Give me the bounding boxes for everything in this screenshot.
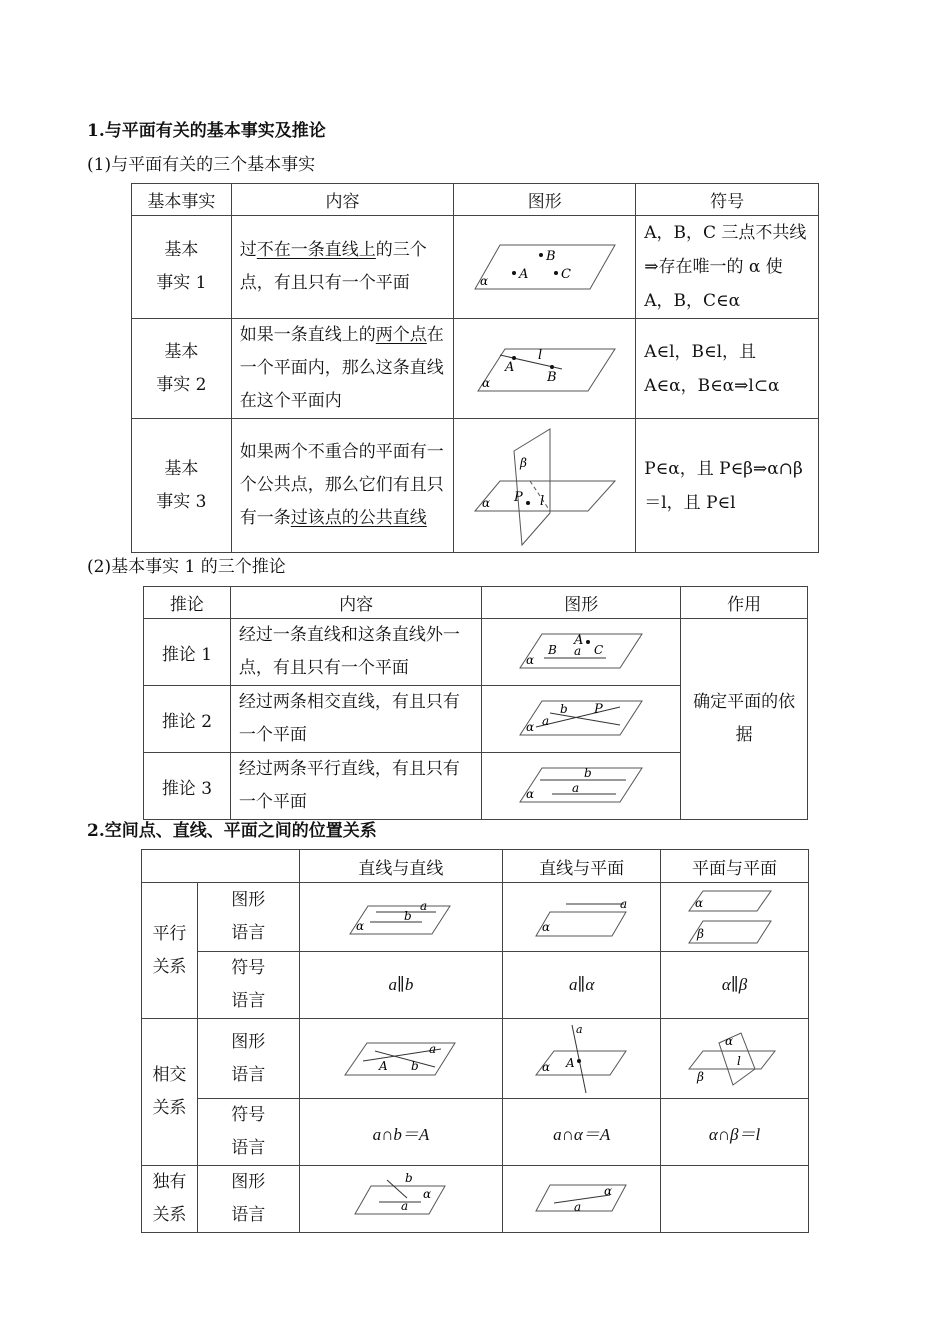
svg-text:C: C	[560, 267, 571, 282]
subsection-1-title: (1)与平面有关的三个基本事实	[87, 155, 316, 175]
svg-text:α: α	[526, 787, 535, 801]
svg-text:a: a	[572, 781, 580, 795]
fact-figure	[454, 319, 636, 419]
symbol-cell: α∩β＝l	[661, 1099, 809, 1166]
figure-cell	[503, 1166, 661, 1233]
svg-text:α: α	[694, 896, 703, 910]
position-relations-table	[141, 849, 809, 1233]
svg-text:a: a	[542, 714, 550, 728]
fact-symbol: P∈α，且 P∈β⇒α∩β＝l，且 P∈l	[636, 419, 819, 553]
svg-text:α: α	[724, 1033, 733, 1048]
svg-text:C: C	[594, 643, 604, 657]
svg-text:l: l	[539, 493, 544, 509]
svg-text:α: α	[526, 653, 535, 667]
row-label: 图形 语言	[197, 883, 299, 952]
svg-text:α: α	[526, 720, 535, 734]
table-row	[142, 1019, 809, 1099]
plane-three-points-figure	[470, 237, 620, 297]
symbol-cell: a∩b＝A	[299, 1099, 503, 1166]
header-cell: 内容	[231, 184, 453, 216]
table-row	[132, 319, 819, 419]
header-cell: 内容	[230, 587, 481, 619]
header-cell: 图形	[454, 184, 636, 216]
section-1-title: 1.与平面有关的基本事实及推论	[87, 121, 326, 141]
row-label: 图形 语言	[197, 1166, 299, 1233]
svg-text:A: A	[504, 359, 515, 375]
svg-text:α: α	[422, 1187, 432, 1201]
intersecting-lines-figure	[341, 1037, 461, 1081]
svg-text:α: α	[603, 1184, 612, 1198]
svg-text:l: l	[736, 1053, 741, 1068]
svg-text:A: A	[518, 267, 529, 282]
svg-text:A: A	[378, 1058, 388, 1073]
svg-text:B: B	[546, 369, 557, 385]
group-label: 平行 关系	[142, 883, 198, 1019]
figure-cell	[661, 1019, 809, 1099]
section-2-title: 2.空间点、直线、平面之间的位置关系	[87, 821, 377, 841]
svg-text:β: β	[696, 1069, 704, 1084]
svg-text:a: a	[419, 899, 428, 913]
parallel-planes-figure	[685, 889, 785, 945]
svg-text:α: α	[541, 1059, 550, 1074]
symbol-cell: α∥β	[661, 952, 809, 1019]
table-row	[142, 1166, 809, 1233]
corollary-name: 推论 2	[144, 686, 231, 753]
corollary-name: 推论 1	[144, 619, 231, 686]
svg-text:β: β	[519, 455, 527, 470]
table-row	[142, 883, 809, 952]
svg-text:a: a	[573, 1200, 581, 1214]
table-row	[132, 419, 819, 553]
svg-text:α: α	[479, 274, 488, 288]
header-cell: 直线与平面	[503, 850, 661, 883]
fact-content: 如果两个不重合的平面有一个公共点，那么它们有且只有一条过该点的公共直线	[231, 419, 453, 553]
figure-cell	[503, 883, 661, 952]
fact-name: 基本 事实 2	[132, 319, 232, 419]
line-parallel-plane-figure	[532, 896, 632, 938]
svg-text:a: a	[574, 644, 582, 658]
corollary-purpose: 确定平面的依据	[681, 619, 808, 820]
corollary-content: 经过两条平行直线，有且只有一个平面	[230, 753, 481, 820]
svg-text:α: α	[481, 495, 490, 510]
svg-text:α: α	[541, 920, 550, 934]
table-row	[132, 216, 819, 319]
plane-line-figure	[470, 339, 620, 399]
table-row	[144, 619, 808, 686]
subsection-2-title: (2)基本事实 1 的三个推论	[87, 557, 286, 577]
svg-text:a: a	[575, 1022, 583, 1036]
corollary-figure	[482, 753, 681, 820]
table-header-row	[132, 184, 819, 216]
figure-cell	[299, 1166, 503, 1233]
corollaries-table	[143, 586, 808, 820]
corollary-figure	[482, 619, 681, 686]
header-cell: 推论	[144, 587, 231, 619]
svg-text:b: b	[403, 909, 412, 923]
line-intersect-plane-figure	[532, 1023, 632, 1095]
svg-text:P: P	[594, 702, 604, 717]
header-cell: 平面与平面	[661, 850, 809, 883]
skew-lines-figure	[351, 1172, 451, 1226]
fact-content: 如果一条直线上的两个点在一个平面内，那么这条直线在这个平面内	[231, 319, 453, 419]
svg-text:b: b	[584, 766, 592, 780]
header-cell: 符号	[636, 184, 819, 216]
symbol-cell: a∥b	[299, 952, 503, 1019]
corollary-name: 推论 3	[144, 753, 231, 820]
basic-facts-table	[131, 183, 819, 553]
svg-text:P: P	[513, 489, 523, 505]
symbol-cell: a∥α	[503, 952, 661, 1019]
table-row	[142, 1099, 809, 1166]
header-cell: 图形	[482, 587, 681, 619]
row-label: 符号 语言	[197, 1099, 299, 1166]
fact-figure	[454, 216, 636, 319]
svg-text:α: α	[481, 375, 490, 390]
header-cell: 基本事实	[132, 184, 232, 216]
svg-text:B: B	[545, 249, 556, 264]
svg-text:α: α	[355, 919, 365, 933]
header-cell: 作用	[681, 587, 808, 619]
intersecting-lines-figure	[516, 697, 646, 741]
line-in-plane-figure	[532, 1181, 632, 1217]
two-planes-figure	[470, 423, 620, 549]
fact-content: 过不在一条直线上的三个点，有且只有一个平面	[231, 216, 453, 319]
parallel-lines-figure	[516, 764, 646, 808]
row-label: 符号 语言	[197, 952, 299, 1019]
svg-text:b: b	[560, 702, 568, 716]
svg-text:a: a	[428, 1041, 437, 1056]
symbol-cell: a∩α＝A	[503, 1099, 661, 1166]
group-label: 相交 关系	[142, 1019, 198, 1166]
header-corner	[142, 850, 300, 883]
fact-name: 基本 事实 1	[132, 216, 232, 319]
svg-text:A: A	[574, 633, 584, 648]
svg-text:B: B	[548, 643, 558, 657]
table-row	[142, 952, 809, 1019]
fact-symbol: A，B，C 三点不共线⇒存在唯一的 α 使 A，B，C∈α	[636, 216, 819, 319]
figure-cell	[661, 883, 809, 952]
corollary-content: 经过一条直线和这条直线外一点，有且只有一个平面	[230, 619, 481, 686]
svg-text:b: b	[404, 1172, 413, 1185]
row-label: 图形 语言	[197, 1019, 299, 1099]
fact-figure	[454, 419, 636, 553]
svg-text:a: a	[400, 1199, 409, 1213]
svg-text:b: b	[410, 1058, 419, 1073]
svg-text:l: l	[537, 347, 542, 363]
fact-symbol: A∈l，B∈l，且 A∈α，B∈α⇒l⊂α	[636, 319, 819, 419]
line-point-plane-figure	[516, 630, 646, 674]
table-header-row	[142, 850, 809, 883]
fact-name: 基本 事实 3	[132, 419, 232, 553]
figure-cell	[299, 1019, 503, 1099]
svg-text:β: β	[696, 927, 704, 941]
intersecting-planes-figure	[685, 1029, 785, 1089]
svg-text:a: a	[619, 897, 627, 911]
header-cell: 直线与直线	[299, 850, 503, 883]
table-header-row	[144, 587, 808, 619]
parallel-lines-figure	[346, 896, 456, 938]
group-label: 独有 关系	[142, 1166, 198, 1233]
corollary-content: 经过两条相交直线，有且只有一个平面	[230, 686, 481, 753]
figure-cell	[299, 883, 503, 952]
corollary-figure	[482, 686, 681, 753]
empty-cell	[661, 1166, 809, 1233]
svg-text:A: A	[565, 1055, 575, 1070]
figure-cell	[503, 1019, 661, 1099]
